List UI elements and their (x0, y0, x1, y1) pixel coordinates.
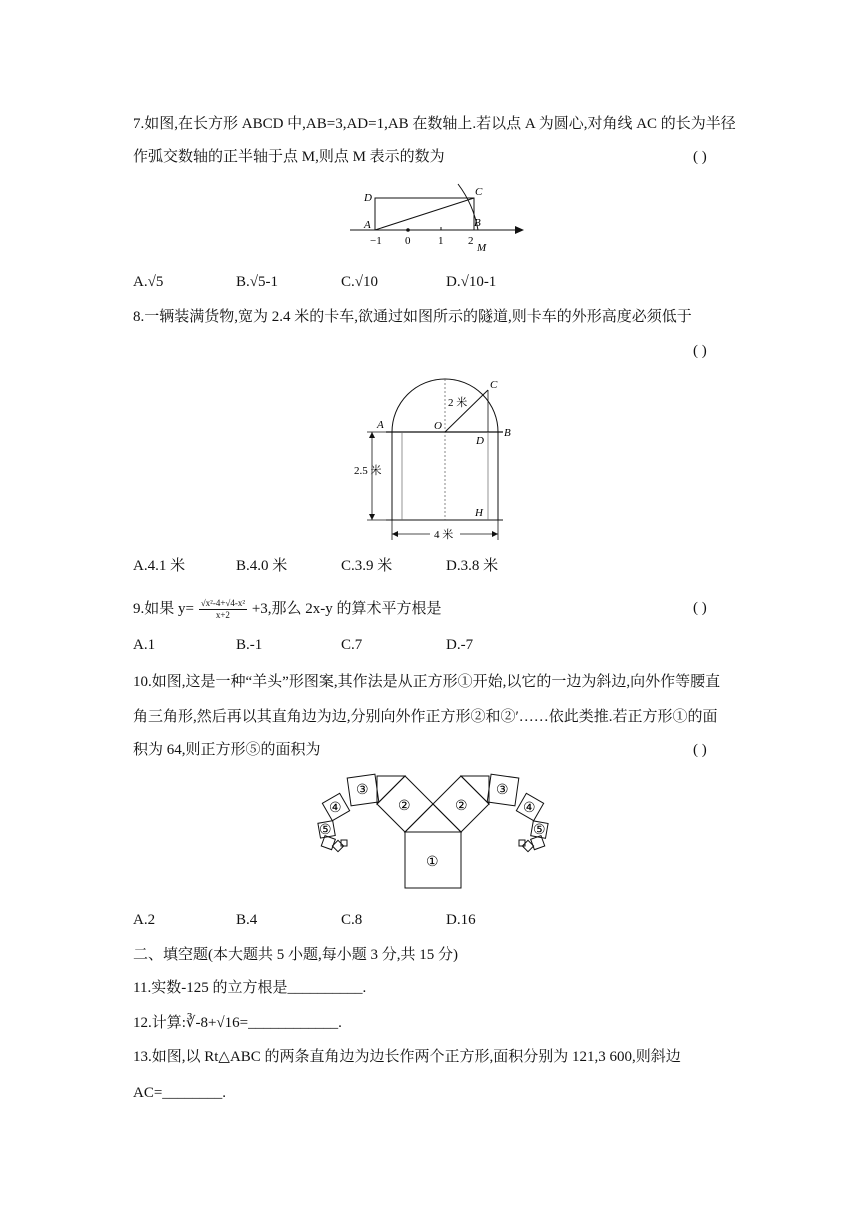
q8-label-O: O (434, 420, 442, 432)
q8-option-d: D.3.8 米 (446, 558, 499, 574)
q9-prefix: 9.如果 y= (133, 600, 194, 617)
q9-denominator: x+2 (215, 610, 230, 620)
q8-label-radius: 2 米 (448, 397, 468, 409)
q9-option-a: A.1 (133, 637, 156, 653)
q8-option-a: A.4.1 米 (133, 558, 186, 574)
q9-option-d: D.-7 (446, 637, 474, 653)
q7-answer-paren: ( ) (693, 149, 707, 165)
q10-label-square5-right: ⑤ (533, 823, 546, 838)
q10-text-line1: 10.如图,这是一种“羊头”形图案,其作法是从正方形①开始,以它的一边为斜边,向外作等腰直 (133, 674, 721, 690)
q8-option-c: C.3.9 米 (341, 558, 393, 574)
q7-tick-0: 0 (405, 235, 411, 247)
q8-label-B: B (504, 427, 511, 439)
q7-text-line2: 作弧交数轴的正半轴于点 M,则点 M 表示的数为 (133, 149, 445, 165)
q11-text: 11.实数-125 的立方根是__________. (133, 980, 367, 996)
q8-label-D: D (476, 435, 484, 447)
q7-tick-2: 2 (468, 235, 474, 247)
q7-option-c: C.√10 (341, 274, 378, 290)
q8-label-H: H (475, 507, 483, 519)
q8-label-width: 4 米 (434, 529, 454, 541)
q7-label-A: A (364, 219, 371, 231)
q10-option-b: B.4 (236, 912, 258, 928)
q8-label-A: A (377, 419, 384, 431)
q7-text-line1: 7.如图,在长方形 ABCD 中,AB=3,AD=1,AB 在数轴上.若以点 A 为圆心,对角线 AC 的长为半径 (133, 116, 736, 132)
q9-text (133, 598, 442, 621)
q7-label-C: C (475, 186, 483, 198)
q7-tick-1: 1 (438, 235, 444, 247)
q7-tick-neg1: −1 (370, 235, 382, 247)
q10-figure (310, 770, 560, 892)
q8-text-line1: 8.一辆装满货物,宽为 2.4 米的卡车,欲通过如图所示的隧道,则卡车的外形高度必须低于 (133, 309, 692, 325)
q7-label-D: D (364, 192, 372, 204)
q8-option-b: B.4.0 米 (236, 558, 288, 574)
q9-fraction (199, 598, 247, 621)
q10-label-square4-right: ④ (523, 801, 536, 816)
q12-text: 12.计算:∛-8+√16=____________. (133, 1015, 342, 1031)
q10-label-square2-left: ② (398, 799, 411, 814)
q10-option-a: A.2 (133, 912, 156, 928)
q13-text-line1: 13.如图,以 Rt△ABC 的两条直角边为边长作两个正方形,面积分别为 121,3 600,则斜边 (133, 1049, 681, 1065)
q10-label-square1: ① (426, 855, 439, 870)
q7-label-B: B (474, 217, 481, 229)
q10-label-square3-right: ③ (496, 783, 509, 798)
q10-label-square3-left: ③ (356, 783, 369, 798)
q10-label-square4-left: ④ (329, 801, 342, 816)
q10-option-d: D.16 (446, 912, 476, 928)
q9-answer-paren: ( ) (693, 600, 707, 616)
q10-text-line3: 积为 64,则正方形⑤的面积为 (133, 742, 321, 758)
q10-answer-paren: ( ) (693, 742, 707, 758)
q9-numerator: √x²-4+√4-x² (200, 598, 246, 608)
q8-label-C: C (490, 379, 498, 391)
q8-figure (350, 360, 525, 550)
q7-option-a: A.√5 (133, 274, 164, 290)
q7-figure (340, 178, 530, 258)
q9-suffix: +3,那么 2x-y 的算术平方根是 (251, 600, 442, 617)
q10-text-line2: 角三角形,然后再以其直角边为边,分别向外作正方形②和②′……依此类推.若正方形①的面 (133, 709, 718, 725)
q8-label-height: 2.5 米 (354, 465, 382, 477)
q7-option-d: D.√10-1 (446, 274, 497, 290)
q7-label-M: M (477, 242, 487, 254)
q10-option-c: C.8 (341, 912, 363, 928)
q10-label-square5-left: ⑤ (319, 823, 332, 838)
q8-answer-paren: ( ) (693, 343, 707, 359)
q9-option-c: C.7 (341, 637, 363, 653)
section2-heading: 二、填空题(本大题共 5 小题,每小题 3 分,共 15 分) (133, 947, 458, 963)
q7-option-b: B.√5-1 (236, 274, 278, 290)
q9-option-b: B.-1 (236, 637, 263, 653)
q13-text-line2: AC=________. (133, 1085, 227, 1101)
q10-label-square2-right: ② (455, 799, 468, 814)
